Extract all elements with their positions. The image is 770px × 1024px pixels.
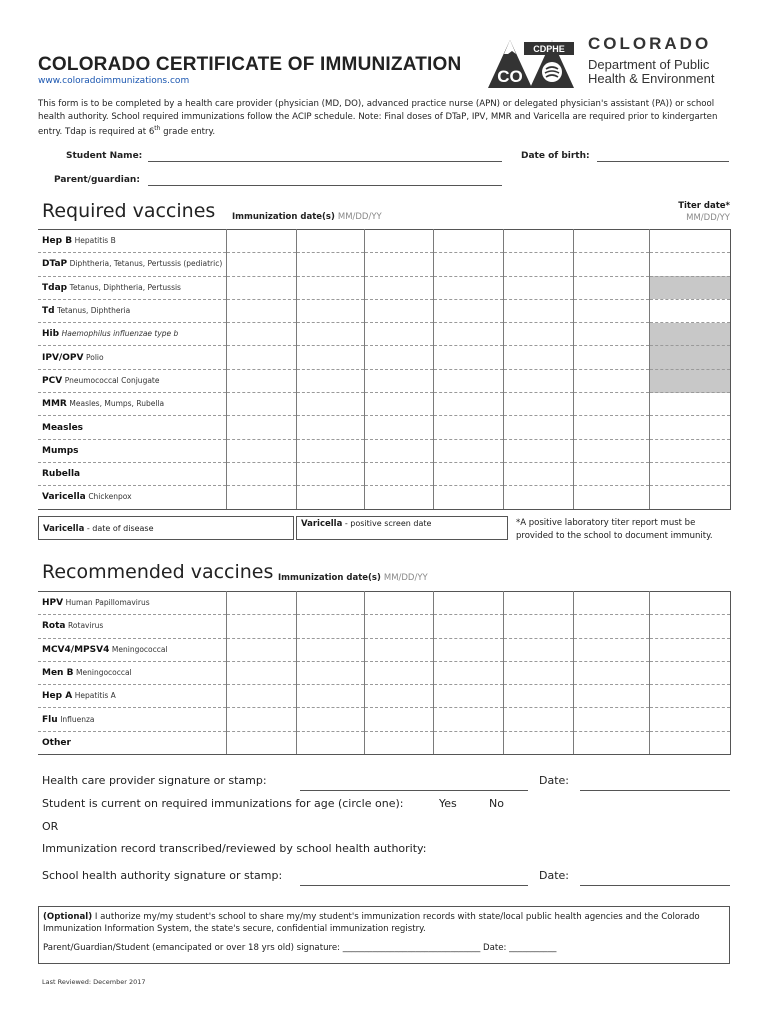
date-cell[interactable] xyxy=(296,323,364,346)
vaccine-full-name: Tetanus, Diphtheria, Pertussis xyxy=(69,282,181,292)
date-cell[interactable] xyxy=(503,323,573,346)
vaccine-row xyxy=(38,708,730,731)
date-cell[interactable] xyxy=(433,708,503,731)
yes-option[interactable]: Yes xyxy=(439,797,457,810)
date-cell[interactable] xyxy=(226,615,296,638)
date-cell[interactable] xyxy=(503,346,573,369)
date-cell[interactable] xyxy=(364,230,433,253)
cdphe-logo xyxy=(484,36,576,90)
date-cell[interactable] xyxy=(573,393,649,416)
titer-date-cell[interactable] xyxy=(649,346,730,369)
date-cell[interactable] xyxy=(364,416,433,439)
vaccine-abbr: Td xyxy=(42,306,55,317)
agency-name: COLORADO xyxy=(588,34,712,53)
date-cell[interactable] xyxy=(573,462,649,485)
date-cell[interactable] xyxy=(226,299,296,322)
date-cell[interactable] xyxy=(296,708,364,731)
varicella-disease-field[interactable]: Varicella - date of disease xyxy=(38,516,294,540)
date-cell[interactable] xyxy=(503,486,573,509)
date-cell[interactable] xyxy=(226,230,296,253)
titer-date-cell[interactable] xyxy=(649,416,730,439)
date-cell[interactable] xyxy=(226,486,296,509)
vaccine-name-cell xyxy=(38,299,226,322)
vaccine-full-name: Hepatitis A xyxy=(74,691,116,701)
date-cell[interactable] xyxy=(296,685,364,708)
date-cell[interactable] xyxy=(503,615,573,638)
date-cell[interactable] xyxy=(226,685,296,708)
varicella-screen-field[interactable]: Varicella - positive screen date xyxy=(296,516,508,540)
date-cell[interactable] xyxy=(503,253,573,276)
vaccine-row xyxy=(38,393,730,416)
date-cell[interactable] xyxy=(364,638,433,661)
date-cell[interactable] xyxy=(226,462,296,485)
date-cell[interactable] xyxy=(364,393,433,416)
date-cell[interactable] xyxy=(573,416,649,439)
vaccine-abbr: Flu xyxy=(42,714,58,725)
titer-date-cell[interactable] xyxy=(649,369,730,392)
date-cell[interactable] xyxy=(364,708,433,731)
vaccine-abbr: DTaP xyxy=(42,259,68,270)
date-cell[interactable] xyxy=(364,615,433,638)
vaccine-name-cell xyxy=(38,253,226,276)
vaccine-abbr: Hep A xyxy=(42,691,73,702)
vaccine-row xyxy=(38,462,730,485)
date-cell[interactable] xyxy=(226,638,296,661)
vaccine-abbr: MMR xyxy=(42,399,67,410)
date-cell[interactable] xyxy=(296,276,364,299)
date-cell[interactable] xyxy=(573,276,649,299)
vaccine-abbr: HPV xyxy=(42,598,64,609)
student-name-field[interactable] xyxy=(148,161,502,162)
provider-date-label: Date: xyxy=(539,774,569,787)
instructions-paragraph: This form is to be completed by a health care provider (physician (MD, DO), advanced practice nurse (APN) or delegated physician's assistant (PA)) or school health authority. School required immunizations follow the ACIP schedule. Note: Final doses of DTaP, IPV, MMR and Varicella are required prior to kindergarten entry. Tdap is required at 6th grade entry. xyxy=(38,99,718,137)
date-cell[interactable] xyxy=(364,439,433,462)
date-cell[interactable] xyxy=(296,731,364,754)
date-cell[interactable] xyxy=(503,230,573,253)
vaccine-full-name: Meningococcal xyxy=(111,644,168,654)
date-cell[interactable] xyxy=(573,299,649,322)
date-cell[interactable] xyxy=(573,638,649,661)
vaccine-abbr: Varicella xyxy=(42,492,86,503)
date-cell[interactable] xyxy=(433,462,503,485)
vaccine-name-cell xyxy=(38,708,226,731)
dob-field[interactable] xyxy=(597,161,729,162)
date-cell[interactable] xyxy=(364,253,433,276)
vaccine-row xyxy=(38,685,730,708)
titer-note: *A positive laboratory titer report must be provided to the school to document immunity. xyxy=(516,518,713,541)
school-date-field[interactable] xyxy=(580,885,730,886)
vaccine-full-name: Human Papillomavirus xyxy=(65,598,150,608)
current-question-label: Student is current on required immunizations for age (circle one): xyxy=(42,797,404,810)
date-cell[interactable] xyxy=(433,661,503,684)
date-cell[interactable] xyxy=(364,276,433,299)
vaccine-row xyxy=(38,661,730,684)
vaccine-full-name: Polio xyxy=(85,352,104,362)
date-cell[interactable] xyxy=(573,708,649,731)
logo-co-text: CO xyxy=(497,67,523,86)
titer-date-cell[interactable] xyxy=(649,462,730,485)
vaccine-row xyxy=(38,299,730,322)
vaccine-abbr: Rota xyxy=(42,621,66,632)
date-cell[interactable] xyxy=(573,346,649,369)
consent-box xyxy=(38,906,730,964)
or-label: OR xyxy=(42,820,59,833)
date-cell[interactable] xyxy=(226,393,296,416)
vaccine-full-name: Meningococcal xyxy=(76,668,132,678)
titer-date-cell[interactable] xyxy=(649,592,730,615)
date-cell[interactable] xyxy=(226,416,296,439)
date-cell[interactable] xyxy=(503,685,573,708)
vaccine-name-cell xyxy=(38,393,226,416)
vaccine-name-cell xyxy=(38,486,226,509)
vaccine-name-cell xyxy=(38,323,226,346)
vaccine-row xyxy=(38,230,730,253)
provider-date-field[interactable] xyxy=(580,790,730,791)
date-cell[interactable] xyxy=(503,439,573,462)
vaccine-full-name: Haemophilus influenzae type b xyxy=(61,329,179,339)
date-cell[interactable] xyxy=(226,346,296,369)
date-cell[interactable] xyxy=(573,253,649,276)
titer-date-cell[interactable] xyxy=(649,299,730,322)
date-cell[interactable] xyxy=(226,592,296,615)
date-cell[interactable] xyxy=(573,685,649,708)
date-cell[interactable] xyxy=(364,731,433,754)
date-cell[interactable] xyxy=(296,615,364,638)
school-signature-label: School health authority signature or stamp: xyxy=(42,869,283,882)
transcribed-label: Immunization record transcribed/reviewed by school health authority: xyxy=(42,842,427,855)
vaccine-abbr: PCV xyxy=(42,375,63,386)
vaccine-name-cell xyxy=(38,346,226,369)
titer-date-cell[interactable] xyxy=(649,323,730,346)
vaccine-name-cell xyxy=(38,615,226,638)
date-cell[interactable] xyxy=(296,661,364,684)
date-cell[interactable] xyxy=(364,299,433,322)
vaccine-name-cell xyxy=(38,369,226,392)
form-title: COLORADO CERTIFICATE OF IMMUNIZATION xyxy=(38,54,462,75)
date-cell[interactable] xyxy=(226,253,296,276)
required-vaccines-table xyxy=(38,229,731,510)
last-reviewed: Last Reviewed: December 2017 xyxy=(42,978,146,986)
date-cell[interactable] xyxy=(433,369,503,392)
titer-date-cell[interactable] xyxy=(649,638,730,661)
vaccine-row xyxy=(38,369,730,392)
vaccine-full-name: Tetanus, Diphtheria xyxy=(57,306,131,316)
vaccine-name-cell xyxy=(38,731,226,754)
vaccine-abbr: MCV4/MPSV4 xyxy=(42,644,110,655)
date-cell[interactable] xyxy=(433,592,503,615)
date-cell[interactable] xyxy=(503,708,573,731)
vaccine-name-cell xyxy=(38,230,226,253)
agency-dept-line2: Health & Environment xyxy=(588,71,715,86)
date-cell[interactable] xyxy=(226,369,296,392)
date-cell[interactable] xyxy=(296,253,364,276)
date-cell[interactable] xyxy=(433,323,503,346)
date-cell[interactable] xyxy=(573,323,649,346)
vaccine-row xyxy=(38,615,730,638)
logo-badge-text: CDPHE xyxy=(533,44,565,54)
dob-label: Date of birth: xyxy=(521,151,590,161)
date-cell[interactable] xyxy=(433,731,503,754)
date-cell[interactable] xyxy=(433,486,503,509)
vaccine-name-cell xyxy=(38,661,226,684)
titer-date-cell[interactable] xyxy=(649,230,730,253)
date-cell[interactable] xyxy=(433,685,503,708)
date-cell[interactable] xyxy=(503,462,573,485)
date-cell[interactable] xyxy=(503,393,573,416)
required-dates-header: Immunization date(s) MM/DD/YY xyxy=(232,212,382,222)
vaccine-abbr: Men B xyxy=(42,668,74,679)
vaccine-name-cell xyxy=(38,439,226,462)
date-cell[interactable] xyxy=(503,638,573,661)
vaccine-full-name: Pneumococcal Conjugate xyxy=(64,375,160,385)
date-cell[interactable] xyxy=(364,369,433,392)
parent-label: Parent/guardian: xyxy=(54,175,140,185)
date-cell[interactable] xyxy=(503,369,573,392)
date-cell[interactable] xyxy=(296,416,364,439)
vaccine-abbr: Tdap xyxy=(42,282,68,293)
vaccine-row xyxy=(38,486,730,509)
consent-text: (Optional) I authorize my/my student's school to share my/my student's immunization records with state/local public health agencies and the Colorado Immunization Information System, the state's secure, confidential immunization registry. xyxy=(43,912,700,934)
date-cell[interactable] xyxy=(364,661,433,684)
date-cell[interactable] xyxy=(226,731,296,754)
date-cell[interactable] xyxy=(296,592,364,615)
date-cell[interactable] xyxy=(226,708,296,731)
date-cell[interactable] xyxy=(503,592,573,615)
date-cell[interactable] xyxy=(503,416,573,439)
vaccine-row xyxy=(38,323,730,346)
date-cell[interactable] xyxy=(296,369,364,392)
date-cell[interactable] xyxy=(433,393,503,416)
vaccine-row xyxy=(38,638,730,661)
date-cell[interactable] xyxy=(573,592,649,615)
provider-signature-field[interactable] xyxy=(300,790,528,791)
vaccine-name-cell xyxy=(38,592,226,615)
parent-field[interactable] xyxy=(148,185,502,186)
date-cell[interactable] xyxy=(296,299,364,322)
recommended-dates-header: Immunization date(s) MM/DD/YY xyxy=(278,573,428,583)
date-cell[interactable] xyxy=(433,299,503,322)
school-date-label: Date: xyxy=(539,869,569,882)
vaccine-row xyxy=(38,276,730,299)
agency-department xyxy=(588,58,714,86)
date-cell[interactable] xyxy=(573,230,649,253)
date-cell[interactable] xyxy=(296,638,364,661)
vaccine-abbr: Measles xyxy=(42,422,84,433)
date-cell[interactable] xyxy=(573,369,649,392)
recommended-vaccines-table xyxy=(38,591,731,755)
vaccine-full-name: Measles, Mumps, Rubella xyxy=(69,399,165,409)
date-cell[interactable] xyxy=(573,486,649,509)
no-option[interactable]: No xyxy=(489,797,504,810)
required-vaccines-title: Required vaccines xyxy=(42,200,216,222)
vaccine-row xyxy=(38,439,730,462)
date-cell[interactable] xyxy=(503,299,573,322)
date-cell[interactable] xyxy=(433,253,503,276)
vaccine-row xyxy=(38,253,730,276)
vaccine-name-cell xyxy=(38,462,226,485)
date-cell[interactable] xyxy=(364,592,433,615)
date-cell[interactable] xyxy=(503,661,573,684)
titer-date-cell[interactable] xyxy=(649,731,730,754)
vaccine-row xyxy=(38,416,730,439)
date-cell[interactable] xyxy=(433,416,503,439)
titer-date-cell[interactable] xyxy=(649,708,730,731)
vaccine-full-name: Diphtheria, Tetanus, Pertussis (pediatric) xyxy=(69,259,223,269)
date-cell[interactable] xyxy=(433,230,503,253)
date-cell[interactable] xyxy=(296,393,364,416)
date-cell[interactable] xyxy=(296,462,364,485)
titer-date-header: Titer date* MM/DD/YY xyxy=(678,201,730,223)
titer-date-cell[interactable] xyxy=(649,615,730,638)
date-cell[interactable] xyxy=(226,439,296,462)
date-cell[interactable] xyxy=(226,661,296,684)
recommended-vaccines-title: Recommended vaccines xyxy=(42,561,274,583)
vaccine-abbr: Hib xyxy=(42,329,60,340)
date-cell[interactable] xyxy=(226,276,296,299)
date-cell[interactable] xyxy=(296,230,364,253)
date-cell[interactable] xyxy=(296,439,364,462)
school-signature-field[interactable] xyxy=(300,885,528,886)
vaccine-name-cell xyxy=(38,276,226,299)
date-cell[interactable] xyxy=(433,638,503,661)
date-cell[interactable] xyxy=(433,346,503,369)
titer-date-cell[interactable] xyxy=(649,253,730,276)
vaccine-name-cell xyxy=(38,685,226,708)
vaccine-row xyxy=(38,346,730,369)
date-cell[interactable] xyxy=(573,615,649,638)
date-cell[interactable] xyxy=(364,323,433,346)
provider-signature-label: Health care provider signature or stamp: xyxy=(42,774,267,787)
date-cell[interactable] xyxy=(364,346,433,369)
date-cell[interactable] xyxy=(226,323,296,346)
date-cell[interactable] xyxy=(503,276,573,299)
titer-date-cell[interactable] xyxy=(649,393,730,416)
agency-dept-line1: Department of Public xyxy=(588,57,710,72)
titer-date-cell[interactable] xyxy=(649,276,730,299)
vaccine-abbr: IPV/OPV xyxy=(42,352,84,363)
vaccine-full-name: Chickenpox xyxy=(88,492,132,502)
titer-date-cell[interactable] xyxy=(649,685,730,708)
titer-date-cell[interactable] xyxy=(649,661,730,684)
vaccine-full-name: Rotavirus xyxy=(68,621,104,631)
vaccine-abbr: Other xyxy=(42,737,71,748)
student-name-label: Student Name: xyxy=(66,151,143,161)
vaccine-abbr: Hep B xyxy=(42,236,73,247)
date-cell[interactable] xyxy=(503,731,573,754)
date-cell[interactable] xyxy=(364,486,433,509)
vaccine-abbr: Rubella xyxy=(42,469,81,480)
vaccine-full-name: Hepatitis B xyxy=(74,236,116,246)
vaccine-name-cell xyxy=(38,416,226,439)
vaccine-abbr: Mumps xyxy=(42,445,79,456)
titer-date-cell[interactable] xyxy=(649,486,730,509)
website-link[interactable]: www.coloradoimmunizations.com xyxy=(38,76,190,86)
date-cell[interactable] xyxy=(433,439,503,462)
date-cell[interactable] xyxy=(573,731,649,754)
titer-date-cell[interactable] xyxy=(649,439,730,462)
date-cell[interactable] xyxy=(573,661,649,684)
date-cell[interactable] xyxy=(433,276,503,299)
date-cell[interactable] xyxy=(433,615,503,638)
vaccine-row xyxy=(38,592,730,615)
vaccine-full-name: Influenza xyxy=(60,714,95,724)
vaccine-row xyxy=(38,731,730,754)
date-cell[interactable] xyxy=(296,486,364,509)
date-cell[interactable] xyxy=(296,346,364,369)
date-cell[interactable] xyxy=(364,685,433,708)
vaccine-name-cell xyxy=(38,638,226,661)
consent-signature-line[interactable]: Parent/Guardian/Student (emancipated or over 18 yrs old) signature: ________________________________ Date: ___________ xyxy=(43,943,557,953)
date-cell[interactable] xyxy=(364,462,433,485)
date-cell[interactable] xyxy=(573,439,649,462)
